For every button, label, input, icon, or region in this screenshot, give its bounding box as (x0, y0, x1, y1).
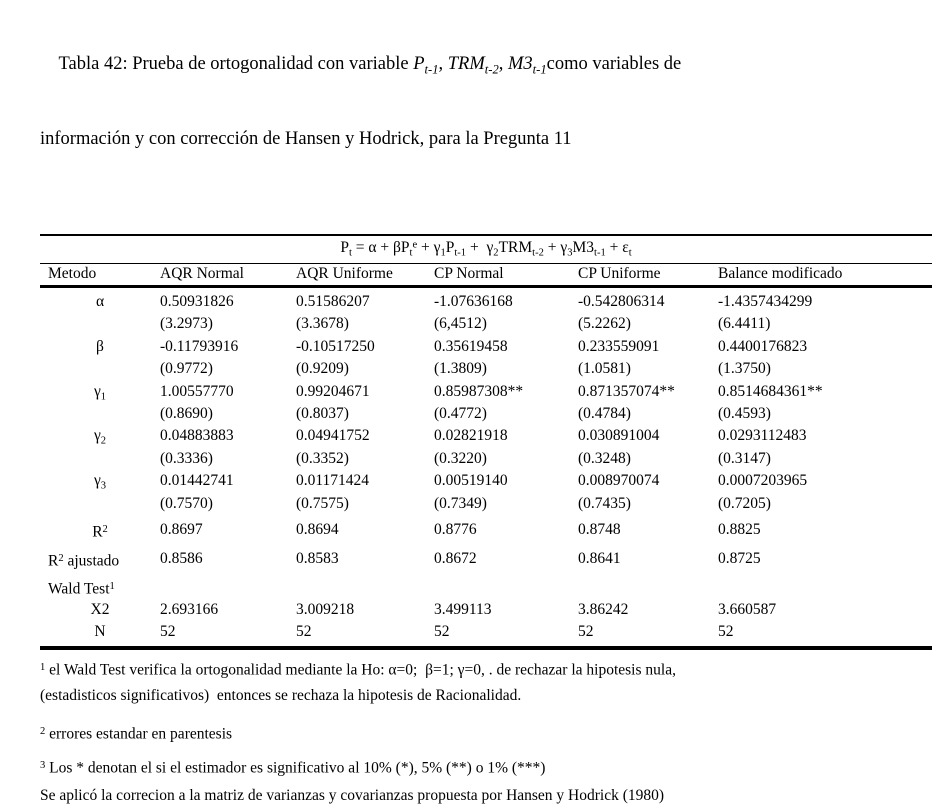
cell: -0.10517250 (296, 337, 375, 355)
cell: 0.04941752 (296, 427, 370, 445)
cell: 0.99204671 (296, 382, 370, 400)
footnote-3 (40, 753, 932, 781)
cell: (3.2973) (160, 315, 213, 333)
cell: 0.01171424 (296, 472, 370, 490)
document-page (40, 12, 932, 808)
cell: 0.8514684361** (718, 382, 823, 400)
cell: 3.86242 (578, 600, 629, 618)
row-label-sup: 1 (109, 580, 115, 592)
eq-sub: t-1 (454, 248, 467, 260)
footnote-3-marker: 3 (40, 760, 46, 772)
row-label-text: γ (93, 427, 101, 445)
cell: 3.499113 (434, 600, 492, 618)
row-label-text: R (92, 523, 103, 541)
table-header-row (40, 264, 932, 288)
column-header-balance-modificado: Balance modificado (718, 265, 843, 283)
eq-sub: t-1 (594, 248, 606, 260)
row-label-text: R (48, 553, 59, 571)
cell: (0.3248) (578, 449, 631, 467)
cell: (0.3352) (296, 449, 349, 467)
table-body (40, 288, 932, 644)
row-label (40, 544, 160, 576)
cell: 0.50931826 (160, 293, 234, 311)
cell: (0.7570) (160, 494, 213, 512)
eq-text: = α + βP (351, 239, 410, 257)
footnote-1 (40, 655, 932, 708)
table-row-r2 (40, 515, 932, 545)
eq-sub: t (348, 248, 352, 260)
table-row-n (40, 621, 932, 643)
cell: (0.3147) (718, 449, 771, 467)
cell: 0.0293112483 (718, 427, 807, 445)
cell: 0.871357074** (578, 382, 675, 400)
eq-sub: t (409, 248, 413, 260)
cell: (1.3750) (718, 360, 771, 378)
row-label-text: N (94, 623, 106, 641)
title-comma-2: , (498, 54, 508, 74)
table-row-gamma3-se (40, 493, 932, 515)
table-row-alpha (40, 291, 932, 313)
cell: 0.02821918 (434, 427, 508, 445)
cell: 0.030891004 (578, 427, 660, 445)
cell: 0.8672 (434, 550, 477, 568)
cell: (6.4411) (718, 315, 771, 333)
title-text-cont: como variables de (546, 54, 682, 74)
cell: 1.00557770 (160, 382, 234, 400)
column-header-metodo: Metodo (48, 265, 97, 283)
cell: (0.4784) (578, 405, 631, 423)
table-row-gamma2-se (40, 448, 932, 470)
footnote-hansen-hodrick: Se aplicó la correcion a la matriz de varianzas y covarianzas propuesta por Hansen y Hodrick (1980) (40, 786, 665, 804)
eq-sub: t (628, 248, 632, 260)
cell: (0.3220) (434, 449, 487, 467)
cell: (1.3809) (434, 360, 487, 378)
title-var-m3: M3 (508, 54, 533, 74)
cell: 0.35619458 (434, 337, 508, 355)
cell: 52 (718, 623, 734, 641)
cell: 0.233559091 (578, 337, 660, 355)
cell: -1.07636168 (434, 293, 513, 311)
footnotes (40, 655, 932, 808)
cell: (0.4593) (718, 405, 771, 423)
eq-sub: 2 (493, 248, 499, 260)
cell: 0.51586207 (296, 293, 370, 311)
footnote-1-marker: 1 (40, 661, 46, 673)
title-var-trm: TRM (447, 54, 485, 74)
title-var-p-sub: t-1 (424, 62, 439, 77)
cell: (0.7205) (718, 494, 771, 512)
cell: 52 (160, 623, 176, 641)
cell: 52 (296, 623, 312, 641)
eq-sub: t-2 (532, 248, 544, 260)
eq-text: + γ (417, 239, 441, 257)
title-text: Tabla 42: Prueba de ortogonalidad con variable (58, 54, 414, 74)
table-row-x2 (40, 599, 932, 621)
eq-sup: e (412, 239, 418, 251)
cell: (1.0581) (578, 360, 631, 378)
model-equation (40, 234, 932, 264)
cell: 0.8748 (578, 520, 621, 538)
row-label (40, 599, 160, 621)
table-row-gamma2 (40, 425, 932, 447)
footnote-2-text: errores estandar en parentesis (45, 725, 233, 743)
cell: 52 (434, 623, 450, 641)
eq-text: TRM (498, 239, 533, 257)
row-label-text: X2 (90, 600, 110, 618)
row-label-sub: 2 (100, 436, 107, 448)
cell: 3.660587 (718, 600, 777, 618)
cell: 0.01442741 (160, 472, 234, 490)
footnote-2 (40, 719, 932, 747)
row-label-sub: 3 (100, 480, 107, 492)
table-row-alpha-se (40, 313, 932, 335)
regression-table (40, 234, 932, 649)
cell: (0.8690) (160, 405, 213, 423)
column-header-cp-uniforme: CP Uniforme (578, 265, 661, 283)
row-label-sup: 2 (102, 523, 108, 535)
cell: 0.8825 (718, 520, 761, 538)
column-header-cp-normal: CP Normal (434, 265, 504, 283)
cell: (0.3336) (160, 449, 213, 467)
cell (718, 574, 932, 602)
eq-text: + γ (466, 239, 494, 257)
row-label (40, 336, 160, 358)
row-label-text: Wald Test (48, 580, 110, 598)
cell: 0.8697 (160, 520, 203, 538)
eq-text: + ε (605, 239, 629, 257)
cell: (0.9209) (296, 360, 349, 378)
column-header-aqr-uniforme: AQR Uniforme (296, 265, 393, 283)
cell: 0.8725 (718, 550, 761, 568)
title-var-trm-sub: t-2 (484, 62, 499, 77)
cell: (3.3678) (296, 315, 349, 333)
cell: 0.04883883 (160, 427, 234, 445)
eq-text: + γ (543, 239, 568, 257)
cell: 0.0007203965 (718, 472, 808, 490)
row-label-post: ajustado (63, 553, 120, 571)
cell: 0.4400176823 (718, 337, 808, 355)
eq-text: P (340, 239, 349, 257)
cell: 2.693166 (160, 600, 219, 618)
cell: -1.4357434299 (718, 293, 813, 311)
title-comma-1: , (438, 54, 448, 74)
row-label (40, 448, 160, 470)
eq-text: M3 (572, 239, 595, 257)
footnote-1-text-cont: (estadisticos significativos) entonces se rechaza la hipotesis de Racionalidad. (40, 686, 522, 704)
eq-text: P (445, 239, 455, 257)
row-label-text: β (96, 337, 104, 355)
cell: (0.7575) (296, 494, 349, 512)
cell (434, 574, 578, 602)
cell: (0.7435) (578, 494, 631, 512)
cell: (5.2262) (578, 315, 631, 333)
cell: 0.00519140 (434, 472, 508, 490)
table-row-beta (40, 336, 932, 358)
row-label (40, 291, 160, 313)
table-row-gamma1 (40, 381, 932, 403)
cell: (0.8037) (296, 405, 349, 423)
table-row-gamma3 (40, 470, 932, 492)
row-label-sub: 1 (100, 391, 107, 403)
cell: 0.8776 (434, 520, 477, 538)
eq-sub: 1 (440, 248, 446, 260)
cell: -0.11793916 (160, 337, 239, 355)
cell: 52 (578, 623, 594, 641)
cell: (0.7349) (434, 494, 487, 512)
row-label-text: γ (93, 382, 101, 400)
footnote-2-marker: 2 (40, 725, 46, 737)
row-label (40, 313, 160, 335)
cell: 0.8694 (296, 520, 339, 538)
footnote-3-text: Los * denotan el si el estimador es significativo al 10% (*), 5% (**) o 1% (***) (45, 759, 546, 777)
title-var-p: P (413, 54, 425, 74)
table-row-gamma1-se (40, 403, 932, 425)
cell: 0.8586 (160, 550, 203, 568)
row-label (40, 358, 160, 380)
cell: (0.4772) (434, 405, 487, 423)
row-label (40, 493, 160, 515)
cell: 0.85987308** (434, 382, 524, 400)
footnote-1-text: el Wald Test verifica la ortogonalidad mediante la Ho: α=0; β=1; γ=0, . de rechazar la hipotesis nula, (45, 661, 676, 679)
cell: 0.008970074 (578, 472, 660, 490)
cell: 3.009218 (296, 600, 355, 618)
column-header-aqr-normal: AQR Normal (160, 265, 244, 283)
row-label (40, 515, 160, 547)
row-label (40, 403, 160, 425)
title-var-m3-sub: t-1 (532, 62, 547, 77)
row-label (40, 621, 160, 643)
cell: 0.8641 (578, 550, 621, 568)
cell (160, 574, 296, 602)
row-label-text: γ (93, 472, 101, 490)
table-row-beta-se (40, 358, 932, 380)
table-title-line2: información y con corrección de Hansen y Hodrick, para la Pregunta 11 (40, 129, 572, 150)
table-row-wald-test (40, 574, 932, 599)
cell (578, 574, 718, 602)
cell: 0.8583 (296, 550, 339, 568)
table-bottom-double-rule (40, 646, 932, 650)
row-label (40, 574, 160, 602)
cell: -0.542806314 (578, 293, 665, 311)
cell: (6,4512) (434, 315, 487, 333)
cell: (0.9772) (160, 360, 213, 378)
row-label-text: α (95, 293, 105, 311)
cell (296, 574, 434, 602)
row-label-sup: 2 (58, 553, 64, 565)
table-title (40, 12, 932, 227)
table-row-r2-ajustado (40, 544, 932, 574)
eq-sub: 3 (567, 248, 573, 260)
